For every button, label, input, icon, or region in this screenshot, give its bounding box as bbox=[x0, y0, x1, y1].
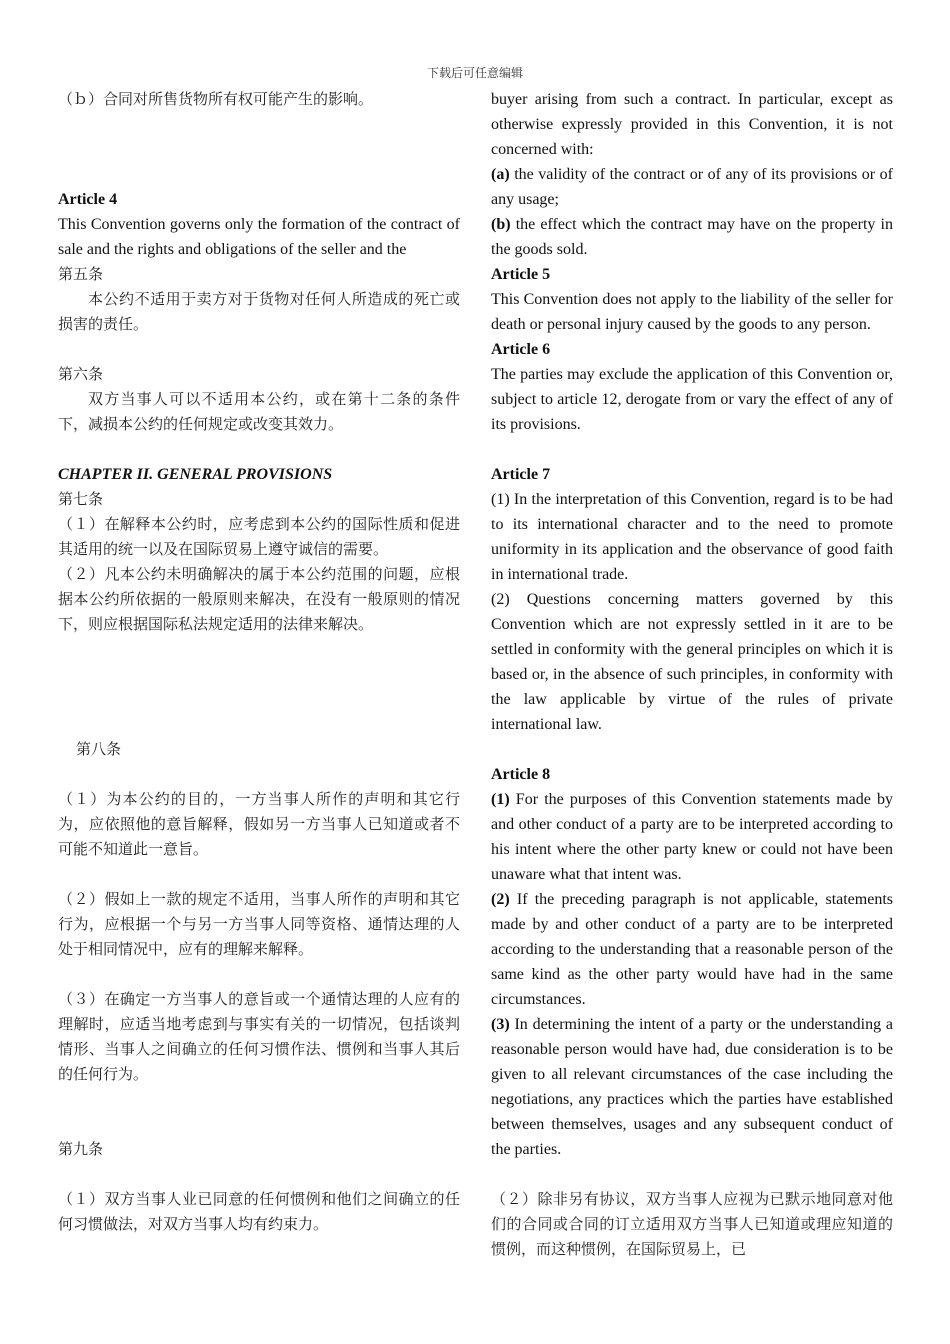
cn-article4-item-b: （ｂ）合同对所售货物所有权可能产生的影响。 bbox=[58, 90, 374, 108]
item-a-label: (a) bbox=[491, 166, 510, 183]
para3-text: In determining the intent of a party or the understanding a reasonable person would have had, due consideration is to be given to all relevant circumstances of the case including the negotiations, any practices which the parties have established between themselves, usages and any subsequent conduct of the parties. bbox=[491, 1016, 893, 1158]
chapter-heading: CHAPTER II. GENERAL PROVISIONS bbox=[58, 466, 333, 483]
en-article4-item-a bbox=[491, 162, 893, 212]
en-article4-text: This Convention governs only the formation of the contract of sale and the rights and obligations of the seller and the bbox=[58, 216, 460, 258]
cn-article7-heading: 第七条 bbox=[58, 490, 104, 508]
en-article8-para1 bbox=[491, 787, 893, 887]
item-a-text: the validity of the contract or of any of its provisions or of any usage; bbox=[491, 166, 893, 208]
en-article5-heading: Article 5 bbox=[491, 266, 551, 283]
en-article7-para1: (1) In the interpretation of this Convention, regard is to be had to its international character and to the need to promote uniformity in its application and the observance of good faith in international trade. bbox=[491, 491, 893, 583]
en-article7-para2: (2) Questions concerning matters governed by this Convention which are not expressly settled in it are to be settled in conformity with the general principles on which it is based or, in the absence of such principles, in conformity with the law applicable by virtue of the rules of private international law. bbox=[491, 591, 893, 733]
en-article5-text: This Convention does not apply to the liability of the seller for death or personal injury caused by the goods to any person. bbox=[491, 291, 893, 333]
en-article8-para3 bbox=[491, 1012, 893, 1162]
en-article7-heading: Article 7 bbox=[491, 466, 551, 483]
cn-article6-text: 双方当事人可以不适用本公约，或在第十二条的条件下，减损本公约的任何规定或改变其效力。 bbox=[58, 390, 460, 433]
para1-text: For the purposes of this Convention statements made by and other conduct of a party are to be interpreted according to his intent where the other party knew or could not have been unaware what that intent was. bbox=[491, 791, 893, 883]
en-article6-heading: Article 6 bbox=[491, 341, 551, 358]
cn-article5-heading: 第五条 bbox=[58, 265, 104, 283]
cn-article6-heading: 第六条 bbox=[58, 365, 104, 383]
cn-article9-para2: （２）除非另有协议，双方当事人应视为已默示地同意对他们的合同或合同的订立适用双方当事人已知道或理应知道的惯例，而这种惯例，在国际贸易上，已 bbox=[491, 1190, 893, 1258]
en-article8-heading: Article 8 bbox=[491, 766, 551, 783]
cn-article8-para2: （２）假如上一款的规定不适用，当事人所作的声明和其它行为，应根据一个与另一方当事人同等资格、通情达理的人处于相同情况中，应有的理解来解释。 bbox=[58, 890, 460, 958]
cn-article5-text: 本公约不适用于卖方对于货物对任何人所造成的死亡或损害的责任。 bbox=[58, 290, 460, 333]
para2-label: (2) bbox=[491, 891, 510, 908]
para3-label: (3) bbox=[491, 1016, 510, 1033]
para2-text: If the preceding paragraph is not applicable, statements made by and other conduct of a party are to be interpreted according to the understanding that a reasonable person of the same kind as the other party would have had in the same circumstances. bbox=[491, 891, 893, 1008]
item-b-label: (b) bbox=[491, 216, 511, 233]
en-article4-continuation: buyer arising from such a contract. In particular, except as otherwise expressly provided in this Convention, it is not concerned with: bbox=[491, 91, 893, 158]
cn-article8-heading: 第八条 bbox=[76, 740, 122, 758]
page-header: 下载后可任意编辑 bbox=[426, 66, 523, 80]
en-article4-item-b bbox=[491, 212, 893, 262]
cn-article9-heading: 第九条 bbox=[58, 1140, 104, 1158]
cn-article7-para2: （２）凡本公约未明确解决的属于本公约范围的问题，应根据本公约所依据的一般原则来解决，在没有一般原则的情况下，则应根据国际私法规定适用的法律来解决。 bbox=[58, 565, 460, 633]
cn-article9-para1: （１）双方当事人业已同意的任何惯例和他们之间确立的任何习惯做法，对双方当事人均有约束力。 bbox=[58, 1190, 460, 1233]
item-b-text: the effect which the contract may have on the property in the goods sold. bbox=[491, 216, 893, 258]
cn-article7-para1: （１）在解释本公约时，应考虑到本公约的国际性质和促进其适用的统一以及在国际贸易上遵守诚信的需要。 bbox=[58, 515, 460, 558]
en-article4-heading: Article 4 bbox=[58, 191, 118, 208]
cn-article8-para1: （１）为本公约的目的，一方当事人所作的声明和其它行为，应依照他的意旨解释，假如另一方当事人已知道或者不可能不知道此一意旨。 bbox=[58, 790, 460, 858]
chinese-column bbox=[58, 87, 460, 1237]
para1-label: (1) bbox=[491, 791, 510, 808]
english-column bbox=[491, 87, 893, 1262]
en-article8-para2 bbox=[491, 887, 893, 1012]
cn-article8-para3: （３）在确定一方当事人的意旨或一个通情达理的人应有的理解时，应适当地考虑到与事实有关的一切情况，包括谈判情形、当事人之间确立的任何习惯作法、惯例和当事人其后的任何行为。 bbox=[58, 990, 460, 1083]
en-article6-text: The parties may exclude the application of this Convention or, subject to article 12, derogate from or vary the effect of any of its provisions. bbox=[491, 366, 893, 433]
